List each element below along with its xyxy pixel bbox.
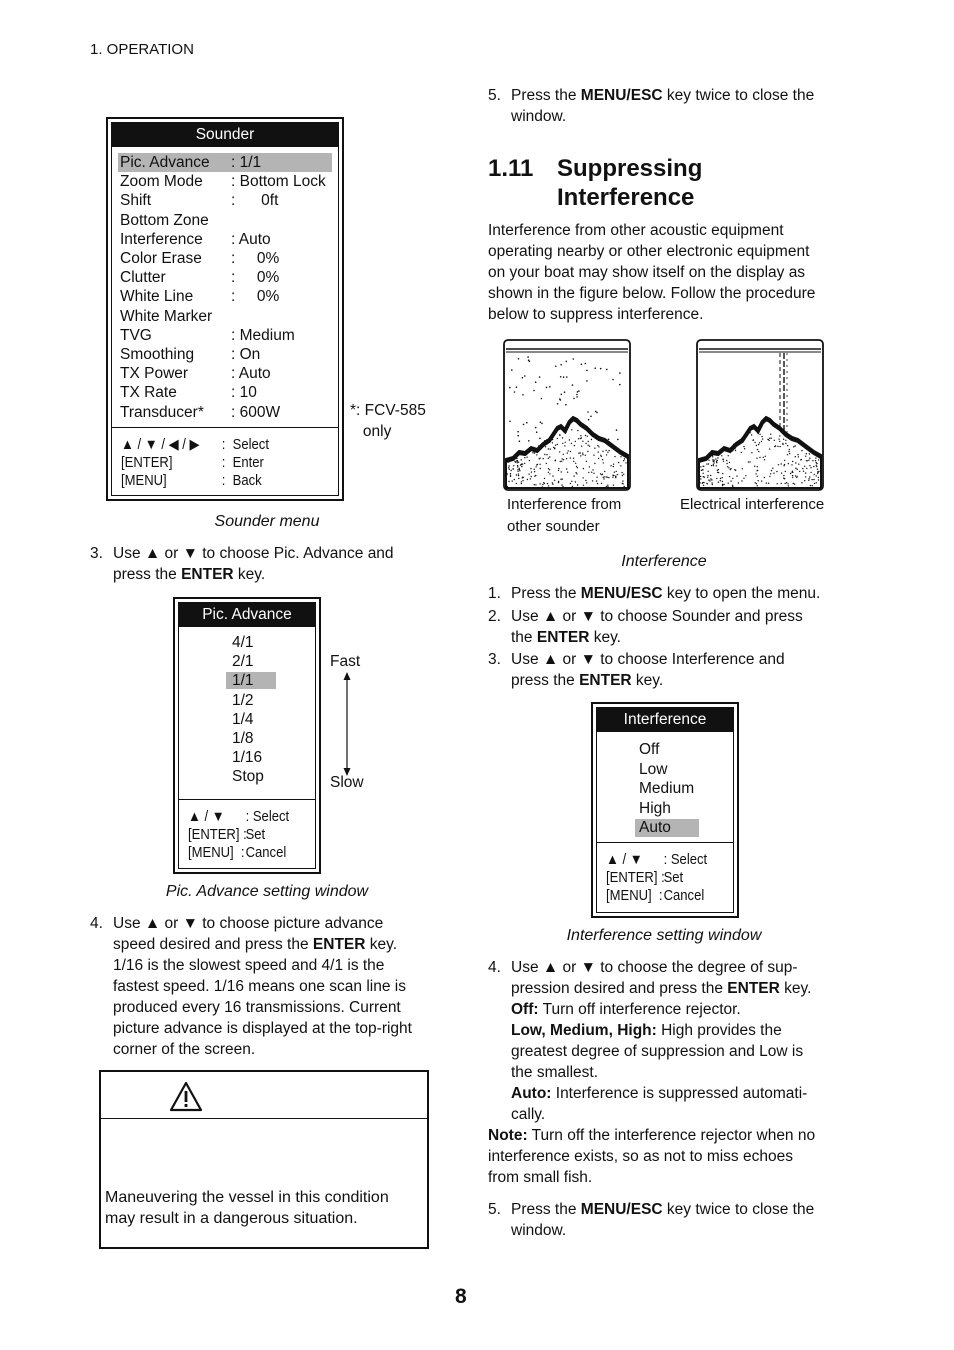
sounder-menu-item[interactable] (118, 268, 332, 287)
interference-key-hint: [MENU] : Cancel (606, 888, 705, 904)
speed-arrow-icon (340, 672, 354, 776)
pic-advance-key-hint: ▲ / ▼ : Select (188, 809, 290, 825)
sounder-menu-item[interactable] (118, 153, 332, 172)
sounder-menu (106, 117, 344, 501)
sounder-menu-item-value: : Auto (231, 365, 271, 383)
sounder-menu-item-value: : Medium (231, 326, 295, 344)
interference-window (591, 702, 739, 918)
interference-figure-caption: Interference (621, 553, 707, 570)
pic-advance-option[interactable]: 1/1 (226, 672, 276, 689)
sounder-menu-item-label: Zoom Mode (120, 173, 203, 191)
warning-text: Maneuvering the vessel in this condition may result in a dangerous situation. (105, 1189, 389, 1227)
pic-advance-key-hint: [MENU] : Cancel (188, 845, 287, 861)
sounder-menu-item[interactable] (118, 345, 332, 364)
sounder-menu-item-label: White Line (120, 288, 194, 306)
section-heading: 1.11 Suppressing Interference (488, 155, 703, 211)
sounder-menu-item[interactable] (118, 364, 332, 383)
sounder-menu-item[interactable] (118, 403, 332, 422)
sounder-menu-item-label: Pic. Advance (120, 154, 210, 171)
sounder-menu-item-label: Transducer* (120, 403, 204, 421)
sounder-menu-caption: Sounder menu (214, 513, 320, 530)
interference-option[interactable]: Off (639, 741, 660, 758)
sounder-menu-item-value: : 1/1 (231, 154, 262, 171)
running-header: 1. OPERATION (90, 41, 194, 58)
sounder-menu-item[interactable] (118, 326, 332, 345)
sounder-menu-item-value: : On (231, 346, 261, 363)
sounder-menu-item-label: TX Power (120, 365, 189, 383)
sounder-menu-item-value: : 0% (231, 288, 280, 306)
figure-right-caption: Electrical interference (680, 496, 825, 513)
sounder-menu-item[interactable] (118, 287, 332, 306)
sounder-menu-item-label: Color Erase (120, 250, 202, 267)
interference-key-hint: [ENTER] : Set (606, 870, 684, 886)
interference-option[interactable]: High (639, 799, 671, 817)
sounder-key-hint: [MENU] : Back (121, 473, 262, 489)
sounder-menu-item[interactable] (118, 249, 332, 268)
warning-triangle-icon (169, 1081, 203, 1112)
pic-advance-caption: Pic. Advance setting window (165, 883, 369, 900)
sounder-menu-item-label: TVG (120, 326, 152, 344)
sounder-menu-item-value: : 0% (231, 250, 280, 267)
interference-option[interactable]: Medium (639, 780, 695, 797)
electrical-interference-figure (696, 339, 824, 491)
sounder-menu-item[interactable] (118, 191, 332, 210)
sounder-menu-title: Sounder (112, 123, 338, 147)
interference-option[interactable]: Low (639, 760, 668, 778)
sounder-key-hint: ▲ / ▼ / ◀ / ▶ : Select (121, 437, 269, 453)
sounder-menu-item-label: White Marker (120, 307, 213, 325)
sounder-menu-item-value: : Auto (231, 230, 271, 248)
transducer-footnote: *: FCV-585 only (350, 402, 426, 440)
sounder-menu-item[interactable] (118, 211, 332, 230)
sounder-menu-item-label: Bottom Zone (120, 211, 209, 229)
pic-advance-window (173, 597, 321, 874)
pic-advance-option[interactable]: 2/1 (232, 653, 254, 671)
page-number: 8 (455, 1285, 467, 1308)
slow-label: Slow (330, 774, 364, 791)
interference-key-hint: ▲ / ▼ : Select (606, 852, 708, 868)
interference-window-title: Interference (597, 708, 733, 732)
interference-option[interactable]: Auto (635, 819, 699, 837)
sounder-menu-item-value: : 600W (231, 403, 281, 421)
pic-advance-key-hint: [ENTER] : Set (188, 827, 266, 843)
section-number: 1.11 (488, 155, 534, 182)
pic-advance-option[interactable]: 1/8 (232, 730, 254, 747)
figure-left-caption: Interference from other sounder (507, 496, 622, 535)
sounder-menu-item-value: : 0% (231, 269, 280, 287)
pic-advance-option[interactable]: 1/4 (232, 710, 254, 728)
sounder-menu-item[interactable] (118, 307, 332, 326)
warning-box (99, 1070, 429, 1249)
sounder-menu-item[interactable] (118, 230, 332, 249)
pic-advance-title: Pic. Advance (179, 603, 315, 627)
sounder-menu-item-label: Shift (120, 192, 152, 210)
fast-label: Fast (330, 653, 361, 670)
sounder-menu-item-label: Clutter (120, 269, 166, 287)
sounder-menu-item-value: : Bottom Lock (231, 173, 326, 191)
sounder-interference-figure (503, 339, 631, 491)
pic-advance-option[interactable]: Stop (232, 768, 264, 786)
note-paragraph: Note: Turn off the interference rejector when no interference exists, so as not to miss echoes from small fish. (488, 1127, 816, 1186)
pic-advance-option[interactable]: 4/1 (232, 634, 254, 651)
sounder-menu-item[interactable] (118, 172, 332, 191)
sounder-menu-item-value: : 10 (231, 384, 257, 402)
intro-paragraph: Interference from other acoustic equipment operating nearby or other electronic equipment on your boat may show itself on the display as shown in the figure below. Follow the procedure below to suppress interference. (488, 222, 816, 323)
interference-window-caption: Interference setting window (566, 927, 762, 944)
sounder-menu-item[interactable] (118, 383, 332, 402)
sounder-menu-item-label: TX Rate (120, 384, 177, 402)
sounder-menu-item-label: Smoothing (120, 346, 195, 363)
pic-advance-option[interactable]: 1/16 (232, 749, 263, 767)
sounder-key-hint: [ENTER] : Enter (121, 455, 264, 471)
sounder-menu-item-label: Interference (120, 230, 203, 248)
sounder-menu-item-value: : 0ft (231, 192, 279, 210)
pic-advance-option[interactable]: 1/2 (232, 691, 254, 709)
